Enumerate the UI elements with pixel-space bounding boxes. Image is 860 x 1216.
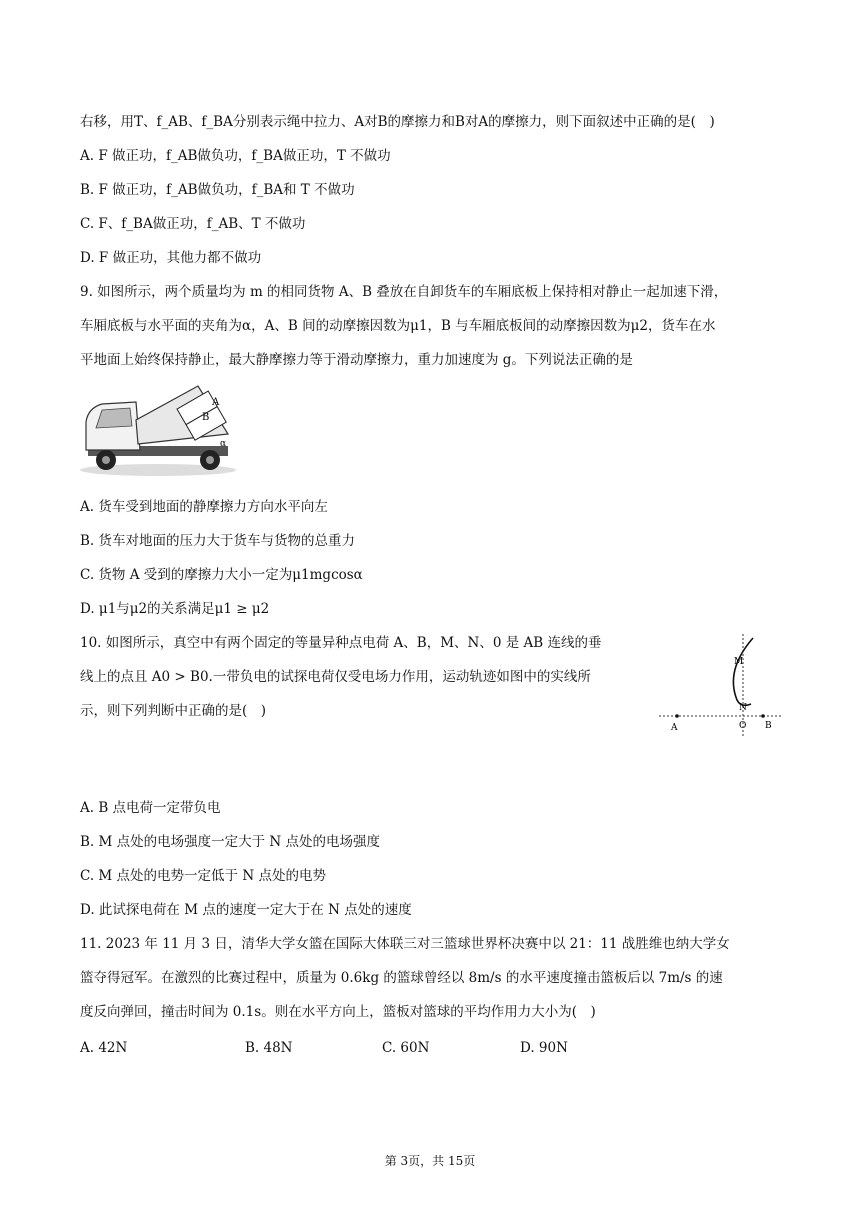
- charges-trajectory-figure: [655, 630, 785, 740]
- q10-stem-line3: 示，则下列判断中正确的是( ): [80, 703, 267, 719]
- q9-stem-line2: 车厢底板与水平面的夹角为α，A、B 间的动摩擦因数为μ1，B 与车厢底板间的动摩擦因数为μ2，货车在水: [80, 318, 716, 334]
- q11-stem-line1: 11. 2023 年 11 月 3 日，清华大学女篮在国际大体联三对三篮球世界杯决赛中以 21：11 战胜维也纳大学女: [80, 936, 730, 952]
- q9-stem-line3: 平地面上始终保持静止，最大静摩擦力等于滑动摩擦力，重力加速度为 g。下列说法正确的是: [80, 352, 633, 368]
- q9-stem-line1: 9. 如图所示，两个质量均为 m 的相同货物 A、B 叠放在自卸货车的车厢底板上保持相对静止一起加速下滑，: [80, 284, 728, 300]
- label-alpha: α: [220, 439, 227, 449]
- q8-stem-tail: 右移，用T、f_AB、f_BA分别表示绳中拉力、A对B的摩擦力和B对A的摩擦力，则下面叙述中正确的是( ): [80, 114, 715, 130]
- page-footer: 第 3页，共 15页: [384, 1154, 476, 1168]
- q11-option-a: A. 42N: [80, 1040, 128, 1056]
- q8-option-a: A. F 做正功，f_AB做负功，f_BA做正功，T 不做功: [80, 148, 391, 164]
- q10-stem-line2: 线上的点且 A0 > B0.一带负电的试探电荷仅受电场力作用，运动轨迹如图中的实线所: [80, 669, 591, 685]
- q11-option-b: B. 48N: [245, 1040, 293, 1056]
- label-o: O: [739, 721, 747, 731]
- q8-option-d: D. F 做正功，其他力都不做功: [80, 250, 262, 266]
- q8-option-c: C. F、f_BA做正功，f_AB、T 不做功: [80, 216, 306, 232]
- q9-option-c: C. 货物 A 受到的摩擦力大小一定为μ1mgcosα: [80, 567, 363, 583]
- q8-option-b: B. F 做正功，f_AB做负功，f_BA和 T 不做功: [80, 182, 355, 198]
- label-a: A: [212, 397, 220, 408]
- label-charge-b: B: [765, 721, 772, 731]
- q11-option-d: D. 90N: [520, 1040, 568, 1056]
- q11-stem-line3: 度反向弹回，撞击时间为 0.1s。则在水平方向上，篮板对篮球的平均作用力大小为( ): [80, 1004, 596, 1020]
- q9-option-b: B. 货车对地面的压力大于货车与货物的总重力: [80, 533, 356, 549]
- label-charge-a: A: [671, 723, 678, 733]
- q10-option-d: D. 此试探电荷在 M 点的速度一定大于在 N 点处的速度: [80, 902, 412, 918]
- label-m: M: [734, 657, 744, 667]
- q10-option-c: C. M 点处的电势一定低于 N 点处的电势: [80, 868, 326, 884]
- dump-truck-figure: [78, 380, 248, 480]
- q11-stem-line2: 篮夺得冠军。在激烈的比赛过程中，质量为 0.6kg 的篮球曾经以 8m/s 的水平速度撞击篮板后以 7m/s 的速: [80, 970, 723, 986]
- q10-option-a: A. B 点电荷一定带负电: [80, 800, 221, 816]
- q10-option-b: B. M 点处的电场强度一定大于 N 点处的电场强度: [80, 834, 381, 850]
- q9-option-a: A. 货车受到地面的静摩擦力方向水平向左: [80, 499, 328, 515]
- label-b: B: [202, 412, 210, 423]
- q11-option-c: C. 60N: [382, 1040, 430, 1056]
- label-n: N: [739, 703, 747, 713]
- q10-stem-line1: 10. 如图所示，真空中有两个固定的等量异种点电荷 A、B，M、N、0 是 AB 连线的垂: [80, 635, 602, 651]
- q9-option-d: D. μ1与μ2的关系满足μ1 ≥ μ2: [80, 601, 270, 617]
